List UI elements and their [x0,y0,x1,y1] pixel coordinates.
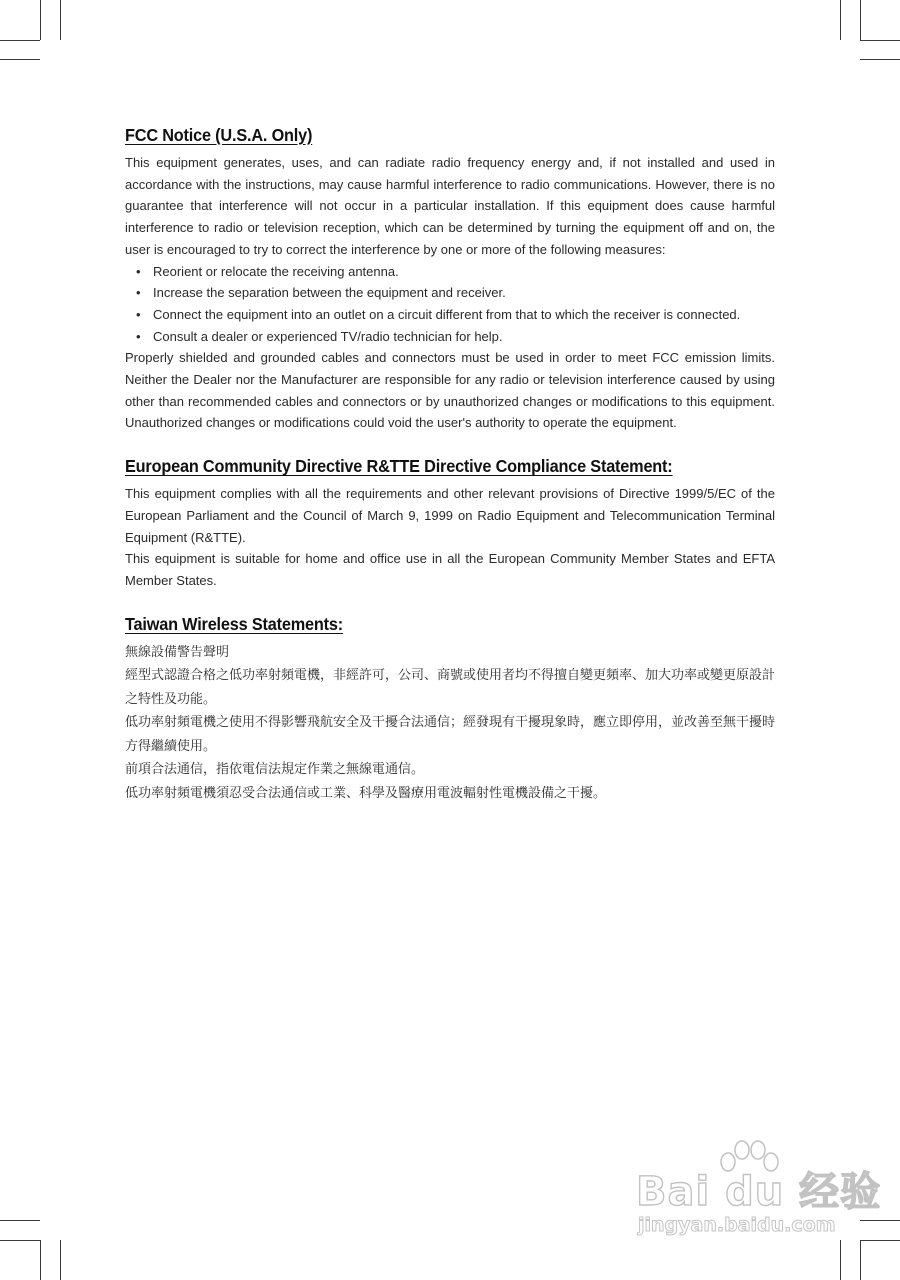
crop-mark [0,40,40,41]
measure-text: Connect the equipment into an outlet on a circuit different from that to which the receiver is connected. [153,306,741,322]
crop-mark [860,40,900,41]
crop-mark [0,1240,40,1241]
watermark-url: jingyan.baidu.com [638,1214,836,1236]
crop-mark [840,0,841,40]
baidu-watermark [636,1140,882,1250]
bullet-dot: • [136,328,141,344]
crop-mark [860,1240,900,1241]
bullet-dot: • [136,306,141,322]
taiwan-line: 低功率射頻電機須忍受合法通信或工業、科學及醫療用電波輻射性電機設備之干擾。 [125,785,607,801]
measure-text: Reorient or relocate the receiving antenna. [153,263,399,279]
watermark-logo-text: Bai du 经验 [636,1169,882,1215]
fcc-heading: FCC Notice (U.S.A. Only) [125,125,313,145]
fcc-measures-list [125,261,775,348]
list-item [125,261,775,283]
crop-mark [860,0,861,40]
crop-mark [40,0,41,40]
crop-mark [860,59,900,60]
list-item [125,304,775,326]
taiwan-line: 低功率射頻電機之使用不得影響飛航安全及干擾合法通信；經發現有干擾現象時，應立即停用，並改善至無干擾時方得繼續使用。 [125,715,776,754]
measure-text: Increase the separation between the equipment and receiver. [153,285,506,301]
taiwan-section [125,614,775,806]
crop-mark [0,59,40,60]
ec-heading: European Community Directive R&TTE Directive Compliance Statement: [125,456,673,477]
ec-paragraph-2: This equipment is suitable for home and office use in all the European Community Member States and EFTA Member States. [125,551,775,588]
taiwan-line: 經型式認證合格之低功率射頻電機，非經許可，公司、商號或使用者均不得擅自變更頻率、加大功率或變更原設計之特性及功能。 [125,668,776,707]
bullet-dot: • [136,263,141,279]
crop-mark [860,1240,861,1280]
ec-paragraph-1: This equipment complies with all the requirements and other relevant provisions of Directive 1999/5/EC of the European Parliament and the Council of March 9, 1999 on Radio Equipment and Telecommunication Terminal Equipment (R&TTE). [125,486,775,545]
taiwan-line: 前項合法通信，指依電信法規定作業之無線電通信。 [125,762,425,778]
crop-mark [860,1220,900,1221]
list-item [125,282,775,304]
bullet-dot: • [136,285,141,301]
measure-text: Consult a dealer or experienced TV/radio technician for help. [153,328,503,344]
page-content [125,125,775,805]
crop-mark [60,0,61,40]
crop-mark [60,1240,61,1280]
ec-section [125,456,775,592]
crop-mark [0,1220,40,1221]
list-item [125,326,775,348]
fcc-section [125,125,775,434]
fcc-closing-paragraph: Properly shielded and grounded cables and connectors must be used in order to meet FCC emission limits. Neither the Dealer nor the Manufacturer are responsible for any radio or television interference caused by using other than recommended cables and connectors or by unauthorized changes or modifications to this equipment. Unauthorized changes or modifications could void the user's authority to operate the equipment. [125,350,775,431]
crop-mark [40,1240,41,1280]
taiwan-line: 無線設備警告聲明 [125,644,230,660]
fcc-intro-paragraph: This equipment generates, uses, and can radiate radio frequency energy and, if not installed and used in accordance with the instructions, may cause harmful interference to radio communications. However, there is no guarantee that interference will not occur in a particular installation. If this equipment does cause harmful interference to radio or television reception, which can be determined by turning the equipment off and on, the user is encouraged to try to correct the interference by one or more of the following measures: [125,155,775,257]
taiwan-heading: Taiwan Wireless Statements: [125,613,343,634]
